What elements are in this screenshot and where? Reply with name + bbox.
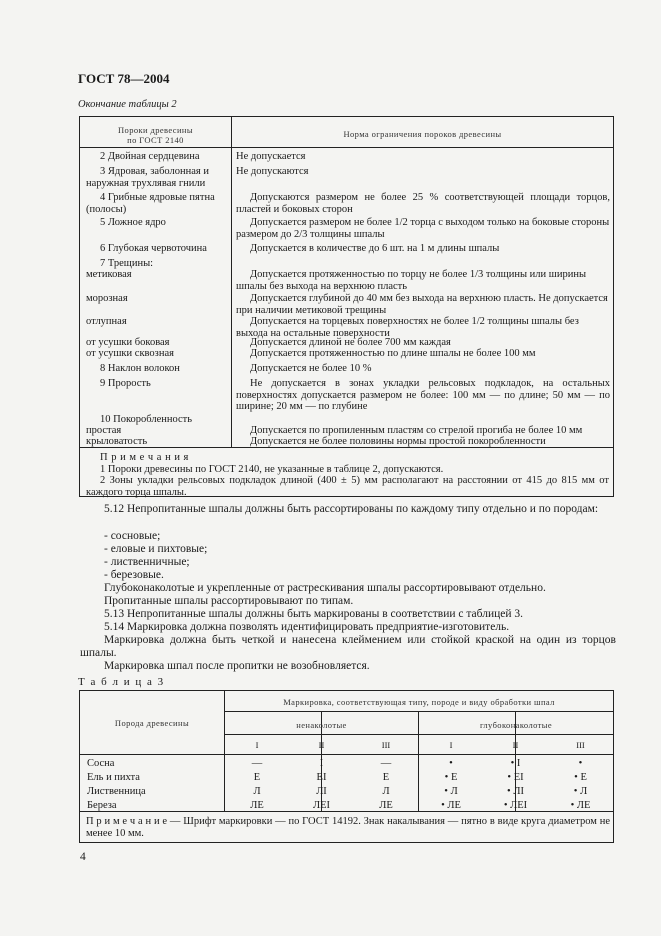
table3-marking-cell: • ЕI [507, 772, 524, 783]
table3-marking-cell: Л [253, 786, 261, 797]
table3-marking-cell: ЛЕ [250, 800, 264, 811]
table3-type-header: I [255, 740, 259, 750]
table2-row-norm: Допускается не более половины нормы простой покоробленности [250, 436, 546, 447]
table2-row-defect: 7 Трещины: [100, 258, 154, 269]
table3-marking-cell: ЕI [316, 772, 327, 783]
table3-type-header: II [512, 740, 519, 750]
table2-row-norm: Допускается протяженностью по торцу не более 1/3 толщины или ширины шпалы без выхода на верхнюю пласть [236, 269, 587, 292]
table2-row-norm: Допускается глубиной до 40 мм без выхода на верхнюю пласть. Не допускается при наличии метиковой трещины [236, 293, 608, 316]
list-item: - еловые и пихтовые; [104, 543, 208, 555]
table2-row-defect: 4 Грибные ядровые пятна (полосы) [86, 192, 215, 215]
table3-type-header: II [318, 740, 325, 750]
list-item: - сосновые; [104, 530, 161, 542]
table2-row-norm: Не допускается [236, 151, 306, 162]
table2-row-norm: Допускается длиной не более 700 мм каждая [250, 337, 451, 348]
table2-caption: Окончание таблицы 2 [78, 99, 177, 110]
table2-row-defect: морозная [86, 293, 128, 304]
paragraph: Пропитанные шпалы рассортировывают по типам. [104, 595, 354, 607]
table2-row-norm: Допускается на торцевых поверхностях не более 1/2 толщины шпалы без выхода на остальные поверхности [236, 316, 579, 339]
table2 [79, 116, 614, 497]
table2-row-defect: 9 Прорость [100, 378, 151, 389]
table3-marking-cell: • I [510, 758, 521, 769]
table2-notes-title: П р и м е ч а н и я [100, 452, 189, 463]
table3-note: П р и м е ч а н и е — Шрифт маркировки — по ГОСТ 14192. Знак накалывания — пятно в виде круга диаметром не менее 10 мм. [86, 816, 610, 839]
table2-row-defect: простая [86, 425, 122, 436]
table2-row-norm: Не допускаются [236, 166, 309, 177]
table3-marking-cell: Е [253, 772, 261, 783]
table2-row-defect: 2 Двойная сердцевина [100, 151, 200, 162]
table3-marking-cell: • Е [574, 772, 587, 783]
table2-note-2: 2 Зоны укладки рельсовых подкладок длиной (400 ± 5) мм располагают на расстоянии от 415 до 815 мм от каждого торца шпалы. [86, 475, 609, 498]
table3-marking-cell: ЛI [316, 786, 327, 797]
table3-marking-cell: • ЛI [507, 786, 524, 797]
page-number: 4 [80, 851, 86, 863]
table2-row-defect: 8 Наклон волокон [100, 363, 180, 374]
table3-caption: Т а б л и ц а 3 [78, 676, 165, 688]
paragraph: Маркировка должна быть четкой и нанесена клеймением или стойкой краской на один из торцов шпалы. [80, 634, 616, 659]
table3-type-header: III [576, 740, 585, 750]
paragraph-5-14: 5.14 Маркировка должна позволять идентифицировать предприятие-изготовитель. [104, 621, 510, 633]
table2-row-norm: Допускается протяженностью по длине шпалы не более 100 мм [250, 348, 536, 359]
list-item: - лиственничные; [104, 556, 190, 568]
paragraph: Глубоконаколотые и укрепленные от растрескивания шпалы рассортировывают отдельно. [104, 582, 546, 594]
table3-type-header: III [381, 740, 391, 750]
table3-marking-cell: I [319, 758, 324, 769]
table2-row-norm: Допускается не более 10 % [250, 363, 372, 374]
table3-marking-cell: • Л [444, 786, 458, 797]
table2-row-defect: 3 Ядровая, заболонная и наружная трухлявая гнили [86, 166, 210, 189]
table3-marking-cell: • ЛЕ [570, 800, 591, 811]
paragraph-5-12: 5.12 Непропитанные шпалы должны быть рассортированы по каждому типу отдельно и по породам: [104, 503, 599, 515]
table3-marking-cell: ЛЕI [312, 800, 331, 811]
table2-note-1: 1 Пороки древесины по ГОСТ 2140, не указанные в таблице 2, допускаются. [100, 464, 444, 475]
table3 [79, 690, 614, 843]
table3-type-header: I [449, 740, 453, 750]
table3-marking-cell: • Л [573, 786, 588, 797]
table3-marking-cell: — [251, 758, 263, 769]
table3-wood: Береза [87, 800, 117, 811]
table2-row-norm: Допускается размером не более 1/2 торца с выходом только на боковые стороны размером до 2/3 толщины шпалы [236, 217, 610, 240]
table3-group-header: ненаколотые [296, 720, 347, 730]
table3-marking-cell: • ЛЕI [503, 800, 528, 811]
table2-row-defect: 6 Глубокая червоточина [100, 243, 207, 254]
table2-row-norm: Не допускается в зонах укладки рельсовых подкладок, на остальных поверхностях допускается размером не более: 100 мм — по длине; 50 мм — по ширине; 20 мм — по глубине [236, 378, 610, 412]
table3-top-header: Маркировка, соответствующая типу, породе и виду обработки шпал [283, 697, 555, 707]
table3-marking-cell: ЛЕ [379, 800, 393, 811]
table2-row-norm: Допускаются размером не более 25 % соответствующей площади торцов, пластей и боковых сторон [236, 192, 610, 215]
table2-row-defect: 5 Ложное ядро [100, 217, 166, 228]
table2-row-defect: метиковая [86, 269, 132, 280]
table3-marking-cell: • [449, 758, 453, 769]
table2-row-defect: 10 Покоробленность [100, 414, 193, 425]
table2-header-divider [80, 147, 613, 148]
doc-title: ГОСТ 78—2004 [78, 71, 170, 86]
table2-row-defect: от усушки сквозная [86, 348, 174, 359]
table3-marking-cell: • Е [444, 772, 458, 783]
paragraph-5-13: 5.13 Непропитанные шпалы должны быть маркированы в соответствии с таблицей 3. [104, 608, 524, 620]
table3-marking-cell: • ЛЕ [441, 800, 461, 811]
table2-row-defect: от усушки боковая [86, 337, 170, 348]
table3-marking-cell: Л [382, 786, 390, 797]
table2-row-norm: Допускается в количестве до 6 шт. на 1 м длины шпалы [250, 243, 500, 254]
table3-marking-cell: — [380, 758, 392, 769]
list-item: - березовые. [104, 569, 164, 581]
table2-row-norm: Допускается по пропиленным пластям со стрелой прогиба не более 10 мм [250, 425, 583, 436]
table2-row-defect: крыловатость [86, 436, 148, 447]
table2-col2-header: Норма ограничения пороков древесины [343, 129, 502, 139]
table3-marking-cell: Е [382, 772, 390, 783]
table3-col-wood-header: Порода древесины [114, 718, 190, 728]
table3-marking-cell: • [578, 758, 583, 769]
table2-row-defect: отлупная [86, 316, 127, 327]
paragraph: Маркировка шпал после пропитки не возобновляется. [104, 660, 370, 672]
table3-wood: Лиственница [87, 786, 146, 797]
table2-col1-header: Пороки древесины по ГОСТ 2140 [118, 125, 193, 145]
table3-group-header: глубоконаколотые [479, 720, 553, 730]
table3-wood: Сосна [87, 758, 115, 769]
table3-wood: Ель и пихта [87, 772, 140, 783]
